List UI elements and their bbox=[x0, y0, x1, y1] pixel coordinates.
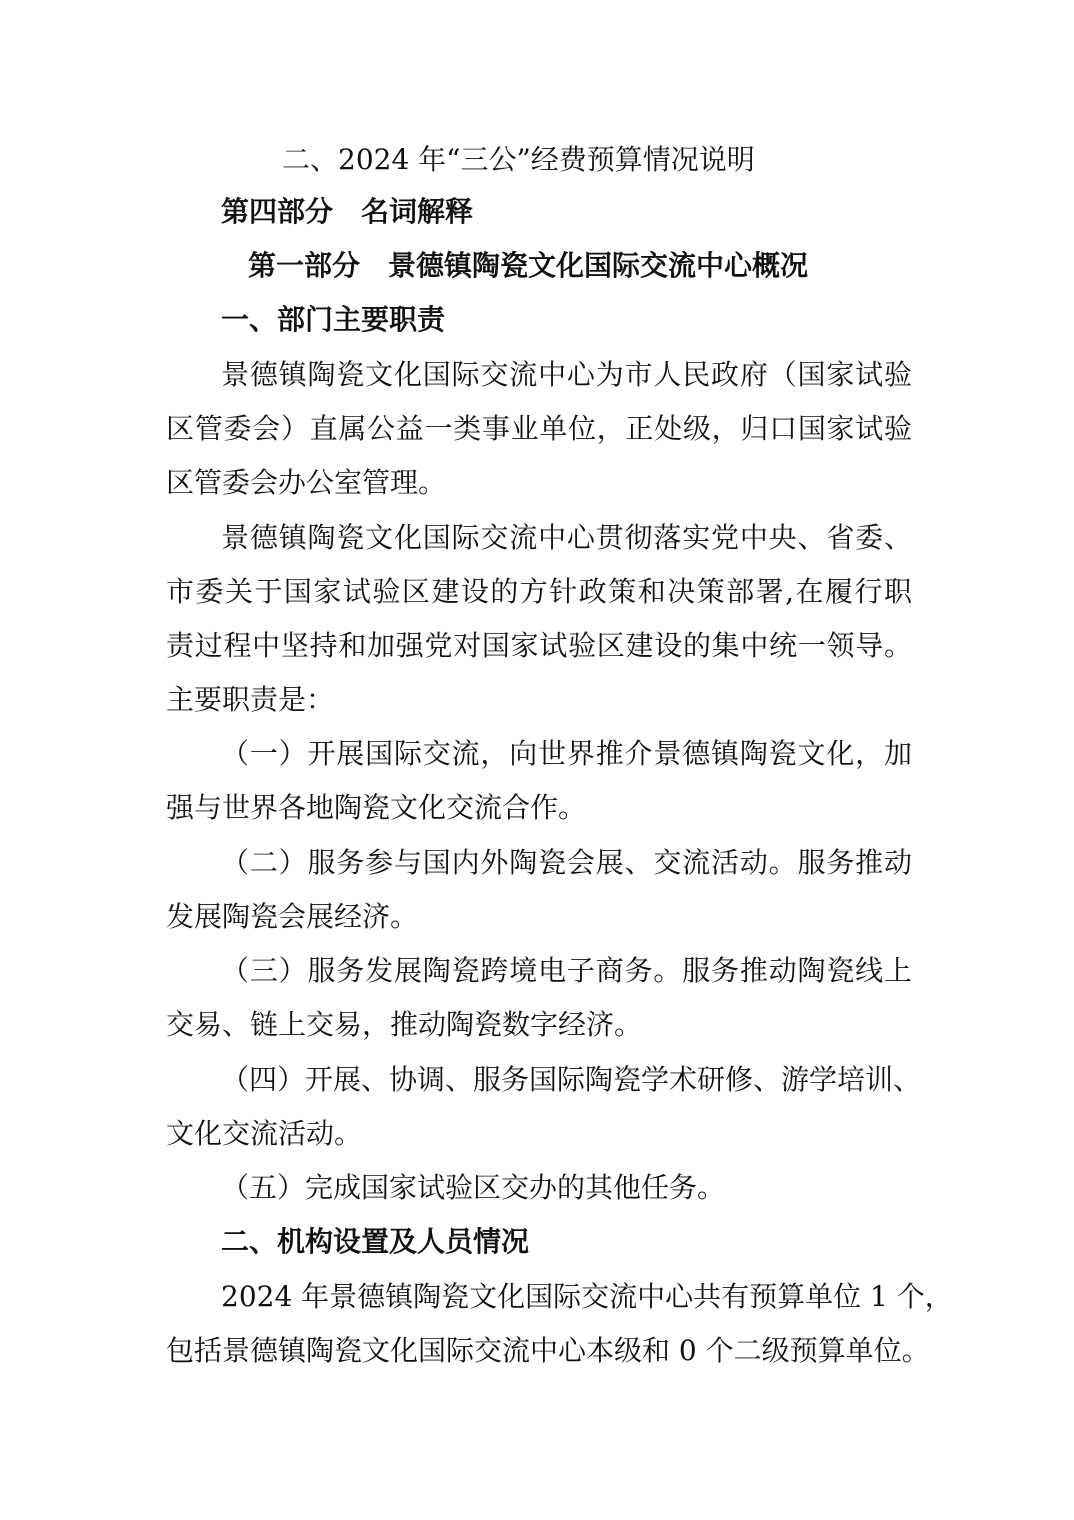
part1-title: 第一部分 景德镇陶瓷文化国际交流中心概况 bbox=[248, 249, 809, 282]
text-line: （二）服务参与国内外陶瓷会展、交流活动。服务推动 bbox=[221, 846, 912, 879]
text-line: （一）开展国际交流，向世界推介景德镇陶瓷文化，加 bbox=[221, 737, 912, 770]
text-line: 市委关于国家试验区建设的方针政策和决策部署,在履行职 bbox=[166, 575, 912, 608]
section1-title: 一、部门主要职责 bbox=[221, 303, 446, 336]
section2-title: 二、机构设置及人员情况 bbox=[221, 1225, 530, 1258]
text-line: 发展陶瓷会展经济。 bbox=[166, 900, 419, 933]
text-line: 区管委会办公室管理。 bbox=[166, 466, 447, 499]
text-line: 包括景德镇陶瓷文化国际交流中心本级和 0 个二级预算单位。 bbox=[166, 1334, 930, 1367]
text-line: 文化交流活动。 bbox=[166, 1117, 363, 1150]
text-line: 2024 年景德镇陶瓷文化国际交流中心共有预算单位 1 个， bbox=[221, 1280, 953, 1313]
text-line: 景德镇陶瓷文化国际交流中心为市人民政府（国家试验 bbox=[221, 358, 912, 391]
text-line: 责过程中坚持和加强党对国家试验区建设的集中统一领导。 bbox=[166, 629, 912, 662]
toc-part4-heading: 第四部分 名词解释 bbox=[221, 195, 474, 228]
text-line: 强与世界各地陶瓷文化交流合作。 bbox=[166, 791, 587, 824]
text-line: 交易、链上交易，推动陶瓷数字经济。 bbox=[166, 1008, 643, 1041]
text-line: 主要职责是： bbox=[166, 683, 335, 716]
text-line: 区管委会）直属公益一类事业单位，正处级，归口国家试验 bbox=[166, 412, 912, 445]
text-line: （三）服务发展陶瓷跨境电子商务。服务推动陶瓷线上 bbox=[221, 954, 912, 987]
toc-item: 二、2024 年“三公”经费预算情况说明 bbox=[282, 143, 755, 176]
text-line: （四）开展、协调、服务国际陶瓷学术研修、游学培训、 bbox=[221, 1063, 922, 1096]
text-line: （五）完成国家试验区交办的其他任务。 bbox=[221, 1171, 726, 1204]
text-line: 景德镇陶瓷文化国际交流中心贯彻落实党中央、省委、 bbox=[221, 521, 912, 554]
